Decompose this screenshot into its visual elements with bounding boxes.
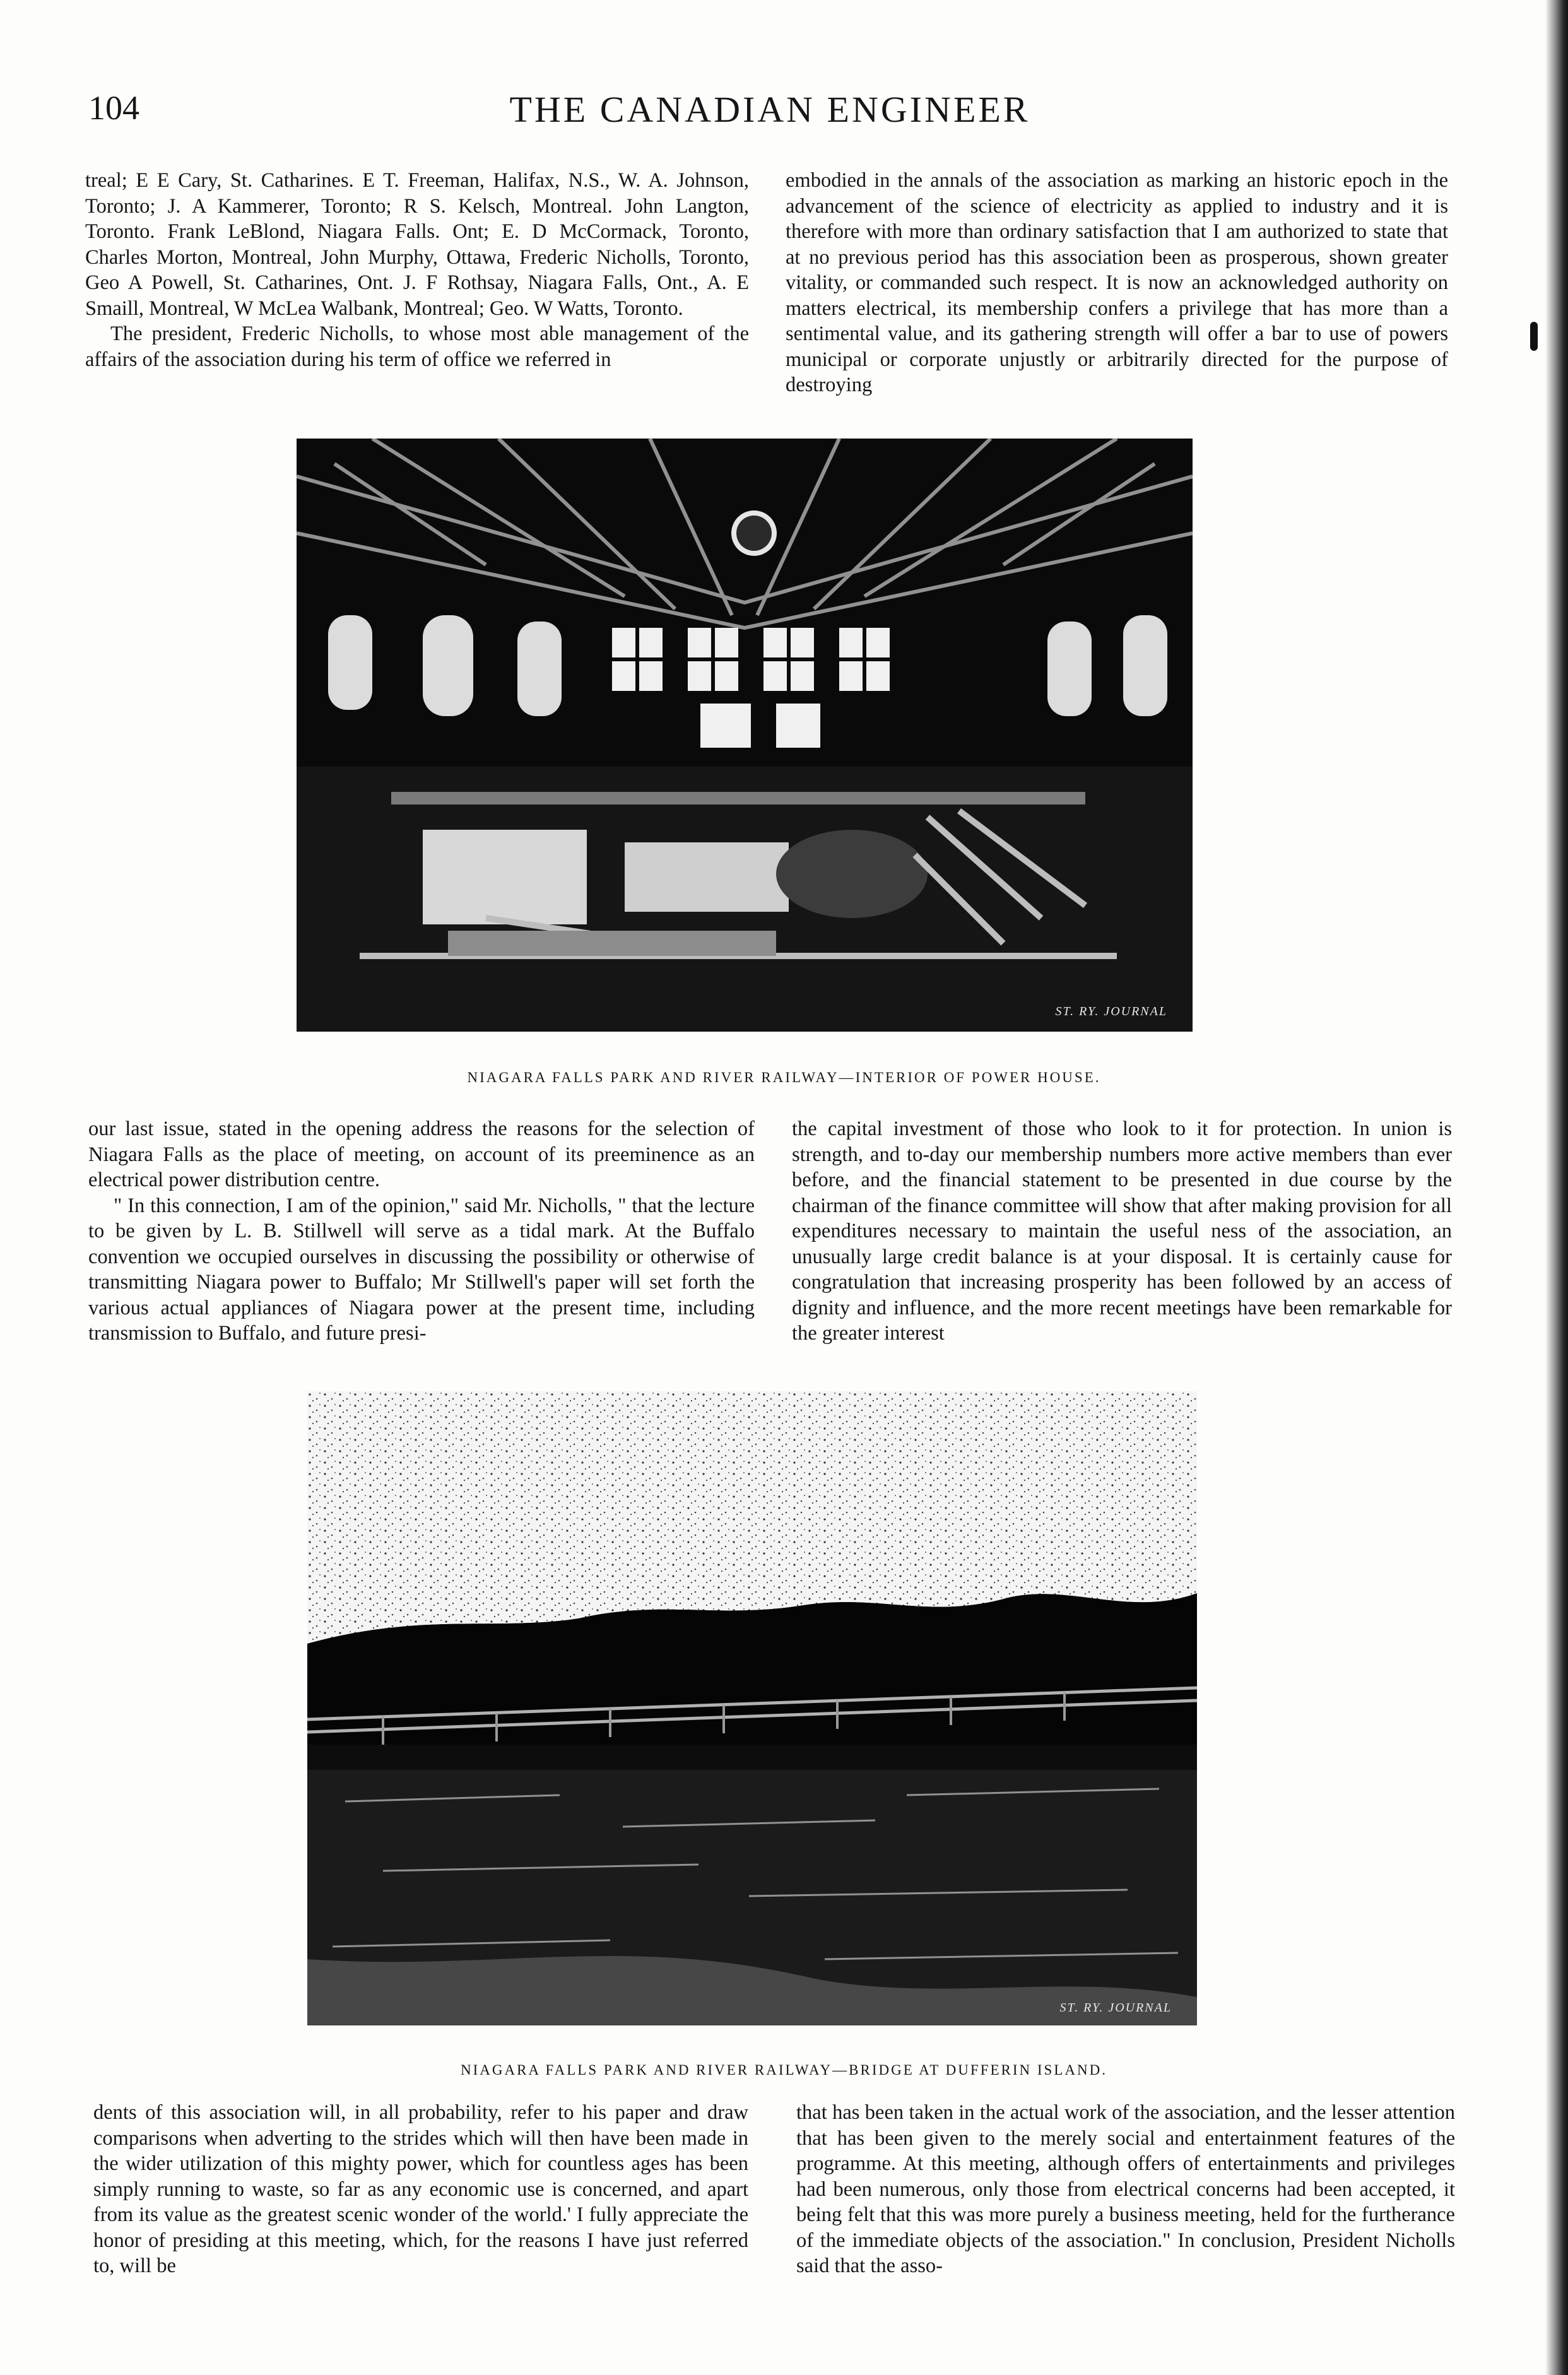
dufferin-bridge-photo: [307, 1391, 1197, 2025]
paragraph: the capital investment of those who look to it for protection. In union is strength, and to-day our membership numbers more active members than ever before, and the financial statement to be presented in due course by the chairman of the finance committee will show that after making provision for all expenditures necessary to maintain the useful ness of the association, an unusually large credit balance is at your disposal. It is certainly cause for congratulation that increasing prosperity has been followed by an access of dignity and influence, and the more recent meetings have been remarkable for the greater interest: [792, 1117, 1452, 1345]
page-header: [88, 88, 1451, 133]
middle-left-column: [88, 1116, 755, 1347]
middle-right-column: [792, 1116, 1452, 1347]
paragraph: embodied in the annals of the association as marking an historic epoch in the advancement of the science of electricity as applied to industry and it is therefore with more than ordinary satisfaction that I am authorized to state that at no previous period has this association been as prosperous, shown greater vitality, or commanded such respect. It is now an acknowledged authority on matters electrical, its membership confers a privilege that has more than a sentimental value, and its gathering strength will offer a bar to use of powers municipal or corporate unjustly or arbitrarily directed for the purpose of destroying: [786, 169, 1448, 396]
paragraph: dents of this association will, in all probability, refer to his paper and draw comparisons when adverting to the strides which will then have been made in the wider utilization of this mighty power, which for countless ages has been simply running to waste, so far as any economic use is concerned, and apart from its value as the greatest scenic wonder of the world.' I fully appreciate the honor of presiding at this meeting, which, for the reasons I have just referred to, will be: [93, 2101, 748, 2277]
bridge-illustration: [307, 1391, 1197, 2025]
paragraph: The president, Frederic Nicholls, to whose most able management of the affairs of the association during his term of office we referred in: [85, 322, 749, 371]
top-left-column: [85, 168, 749, 372]
paragraph: treal; E E Cary, St. Catharines. E T. Freeman, Halifax, N.S., W. A. Johnson, Toronto; J. A Kammerer, Toronto; R S. Kelsch, Montreal. John Langton, Toronto. Frank LeBlond, Niagara Falls. Ont; E. D McCormack, Toronto, Charles Morton, Montreal, John Murphy, Ottawa, Frederic Nicholls, Toronto, Geo A Powell, St. Catharines, Ont. J. F Rothsay, Niagara Falls, Ont., A. E Smaill, Montreal, W McLea Walbank, Montreal; Geo. W Watts, Toronto.: [85, 169, 749, 320]
journal-title: THE CANADIAN ENGINEER: [509, 89, 1030, 130]
power-house-photo: [297, 439, 1193, 1032]
photo-credit: ST. RY. JOURNAL: [1059, 2001, 1172, 2015]
paragraph: that has been taken in the actual work of the association, and the lesser attention that has been given to the merely social and entertainment features of the programme. At this meeting, although offers of entertainments and privileges had been numerous, only those from electrical concerns had been accepted, it being felt that this was more purely a business meeting, held for the furtherance of the immediate objects of the association." In conclusion, President Nicholls said that the asso-: [796, 2101, 1455, 2277]
page-number: 104: [88, 89, 139, 127]
figure-caption: NIAGARA FALLS PARK AND RIVER RAILWAY—BRIDGE AT DUFFERIN ISLAND.: [461, 2062, 1107, 2078]
paragraph: " In this connection, I am of the opinion," said Mr. Nicholls, " that the lecture to be given by L. B. Stillwell will serve as a tidal mark. At the Buffalo convention we occupied ourselves in discussing the possibility or otherwise of transmitting Niagara power to Buffalo; Mr Stillwell's paper will set forth the various actual appliances of Niagara power at the present time, including transmission to Buffalo, and future presi-: [88, 1194, 755, 1345]
bottom-left-column: [93, 2100, 748, 2279]
power-house-illustration: [297, 439, 1193, 1032]
binding-edge: [1545, 0, 1568, 2375]
paragraph: our last issue, stated in the opening address the reasons for the selection of Niagara Falls as the place of meeting, on account of its preeminence as an electrical power distribution centre.: [88, 1117, 755, 1191]
bottom-right-column: [796, 2100, 1455, 2279]
binding-mark: [1530, 322, 1538, 351]
photo-credit: ST. RY. JOURNAL: [1055, 1005, 1167, 1018]
figure-caption: NIAGARA FALLS PARK AND RIVER RAILWAY—INTERIOR OF POWER HOUSE.: [467, 1070, 1101, 1085]
top-right-column: [786, 168, 1448, 398]
